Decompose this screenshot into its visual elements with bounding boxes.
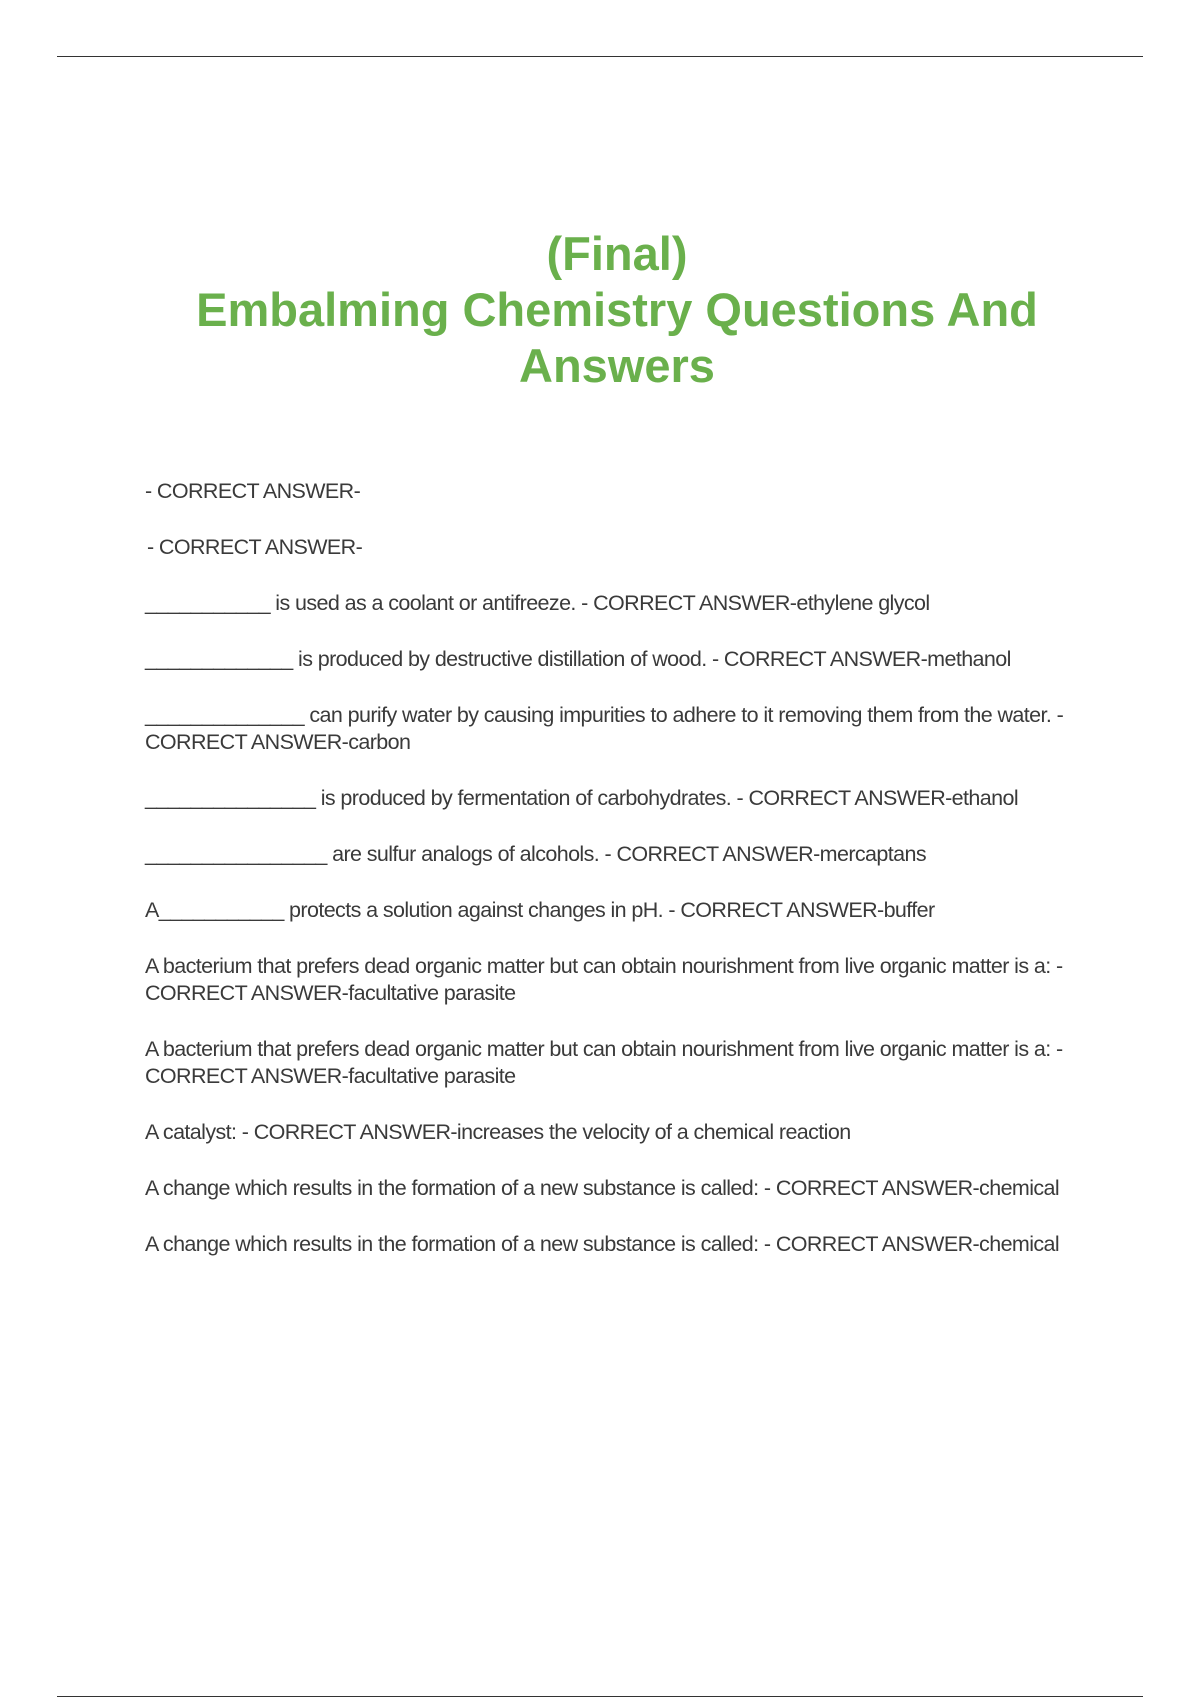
qa-item: _______________ is produced by fermentation of carbohydrates. - CORRECT ANSWER-ethanol (145, 786, 1019, 810)
qa-item: A___________ protects a solution against changes in pH. - CORRECT ANSWER-buffer (145, 898, 935, 922)
qa-item: _____________ is produced by destructive distillation of wood. - CORRECT ANSWER-methanol (145, 647, 1011, 671)
qa-item: A change which results in the formation of a new substance is called: - CORRECT ANSWER-chemical (145, 1232, 1060, 1256)
title-line-2: Embalming Chemistry Questions And (196, 283, 1038, 336)
footer-rule (57, 1696, 1143, 1697)
qa-item: A bacterium that prefers dead organic matter but can obtain nourishment from live organic matter is a: - CORRECT ANSWER-facultative parasite (145, 1037, 1063, 1088)
qa-item: - CORRECT ANSWER- (145, 479, 361, 503)
title-line-3: Answers (519, 339, 715, 392)
header-rule (57, 56, 1143, 57)
qa-item: ______________ can purify water by causing impurities to adhere to it removing them from the water. - CORRECT ANSWER-carbon (145, 703, 1064, 754)
qa-item: ___________ is used as a coolant or antifreeze. - CORRECT ANSWER-ethylene glycol (145, 591, 930, 615)
qa-item: - CORRECT ANSWER- (147, 535, 363, 559)
qa-item: A change which results in the formation of a new substance is called: - CORRECT ANSWER-chemical (145, 1176, 1060, 1200)
title-line-1: (Final) (546, 227, 688, 280)
document-title (100, 226, 1134, 394)
qa-item: ________________ are sulfur analogs of alcohols. - CORRECT ANSWER-mercaptans (145, 842, 926, 866)
qa-item: A bacterium that prefers dead organic matter but can obtain nourishment from live organic matter is a: - CORRECT ANSWER-facultative parasite (145, 954, 1063, 1005)
qa-item: A catalyst: - CORRECT ANSWER-increases the velocity of a chemical reaction (145, 1120, 851, 1144)
qa-list (145, 478, 1090, 1287)
